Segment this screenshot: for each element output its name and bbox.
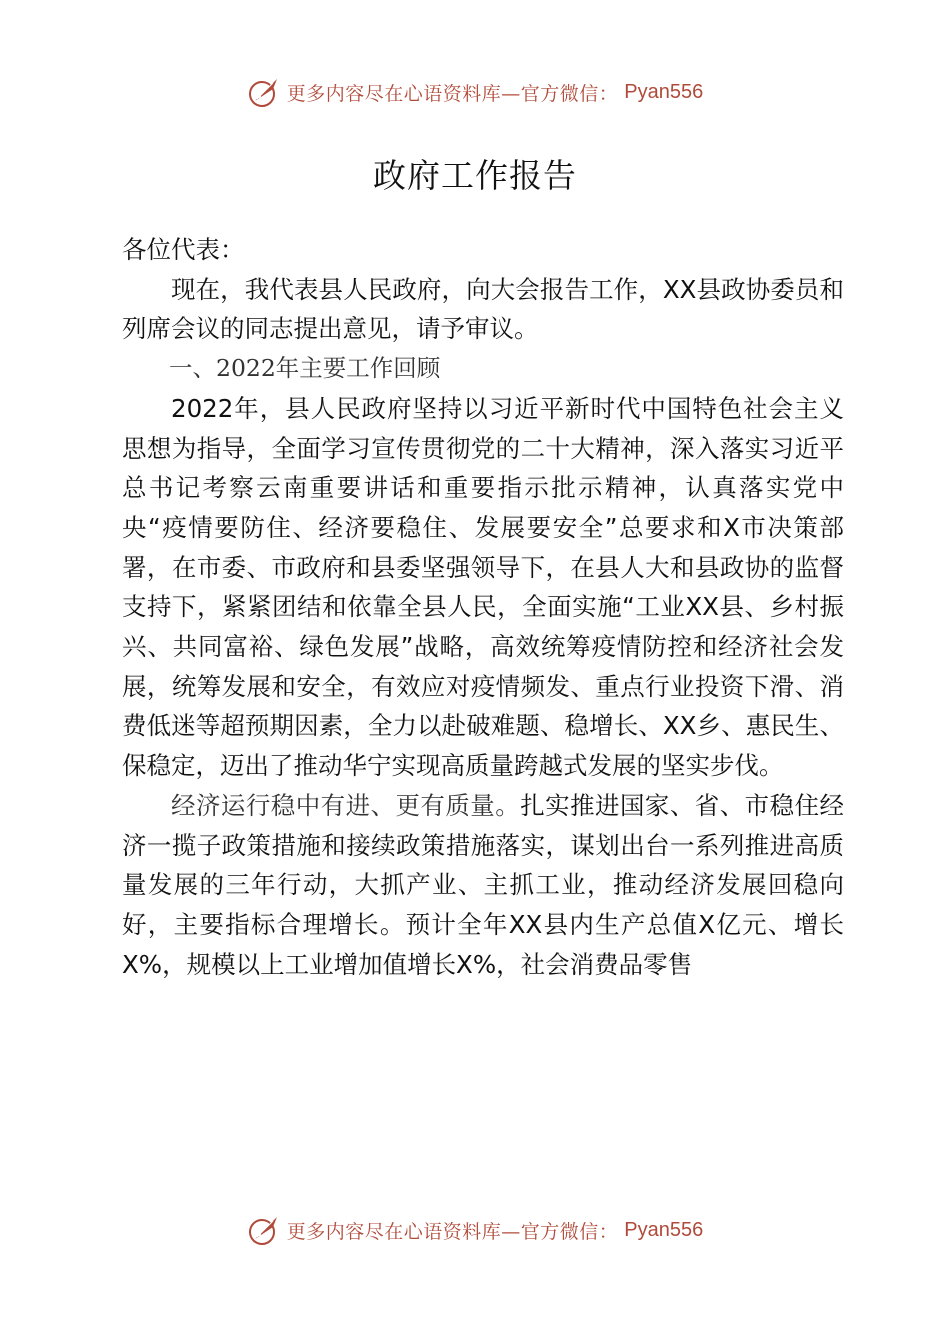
economy-paragraph <box>122 786 844 985</box>
intro-paragraph: 现在，我代表县人民政府，向大会报告工作，XX县政协委员和列席会议的同志提出意见，请予审议。 <box>122 274 844 344</box>
section-heading: 一、2022年主要工作回顾 <box>169 354 441 383</box>
economy-lead: 经济运行稳中有进、更有质量。 <box>171 790 521 820</box>
header-banner <box>0 72 950 112</box>
footer-banner <box>0 1210 950 1250</box>
document-title: 政府工作报告 <box>373 156 577 195</box>
banner-text: 更多内容尽在心语资料库—官方微信： <box>286 82 619 105</box>
footer-banner-wechat-id: Pyan556 <box>624 1218 704 1241</box>
review-paragraph: 2022年，县人民政府坚持以习近平新时代中国特色社会主义思想为指导，全面学习宣传贯彻党的二十大精神，深入落实习近平总书记考察云南重要讲话和重要指示批示精神，认真落实党中央“疫情要防住、经济要稳住、发展要安全”总要求和X市决策部署，在市委、市政府和县委坚强领导下，在县人大和县政协的监督支持下，紧紧团结和依靠全县人民，全面实施“工业XX县、乡村振兴、共同富裕、绿色发展”战略，高效统筹疫情防控和经济社会发展，统筹发展和安全，有效应对疫情频发、重点行业投资下滑、消费低迷等超预期因素，全力以赴破难题、稳增长、XX乡、惠民生、保稳定，迈出了推动华宁实现高质量跨越式发展的坚实步伐。 <box>122 393 844 781</box>
footer-banner-text: 更多内容尽在心语资料库—官方微信： <box>286 1220 619 1243</box>
salutation: 各位代表： <box>122 235 245 264</box>
quill-pen-logo-icon <box>247 1213 281 1247</box>
economy-body: 扎实推进国家、省、市稳住经济一揽子政策措施和接续政策措施落实，谋划出台一系列推进高质量发展的三年行动，大抓产业、主抓工业，推动经济发展回稳向好，主要指标合理增长。预计全年XX县内生产总值X亿元、增长X%，规模以上工业增加值增长X%，社会消费品零售 <box>122 790 845 979</box>
quill-pen-logo-icon <box>247 75 281 109</box>
document-body <box>122 230 844 984</box>
banner-wechat-id: Pyan556 <box>624 80 704 103</box>
